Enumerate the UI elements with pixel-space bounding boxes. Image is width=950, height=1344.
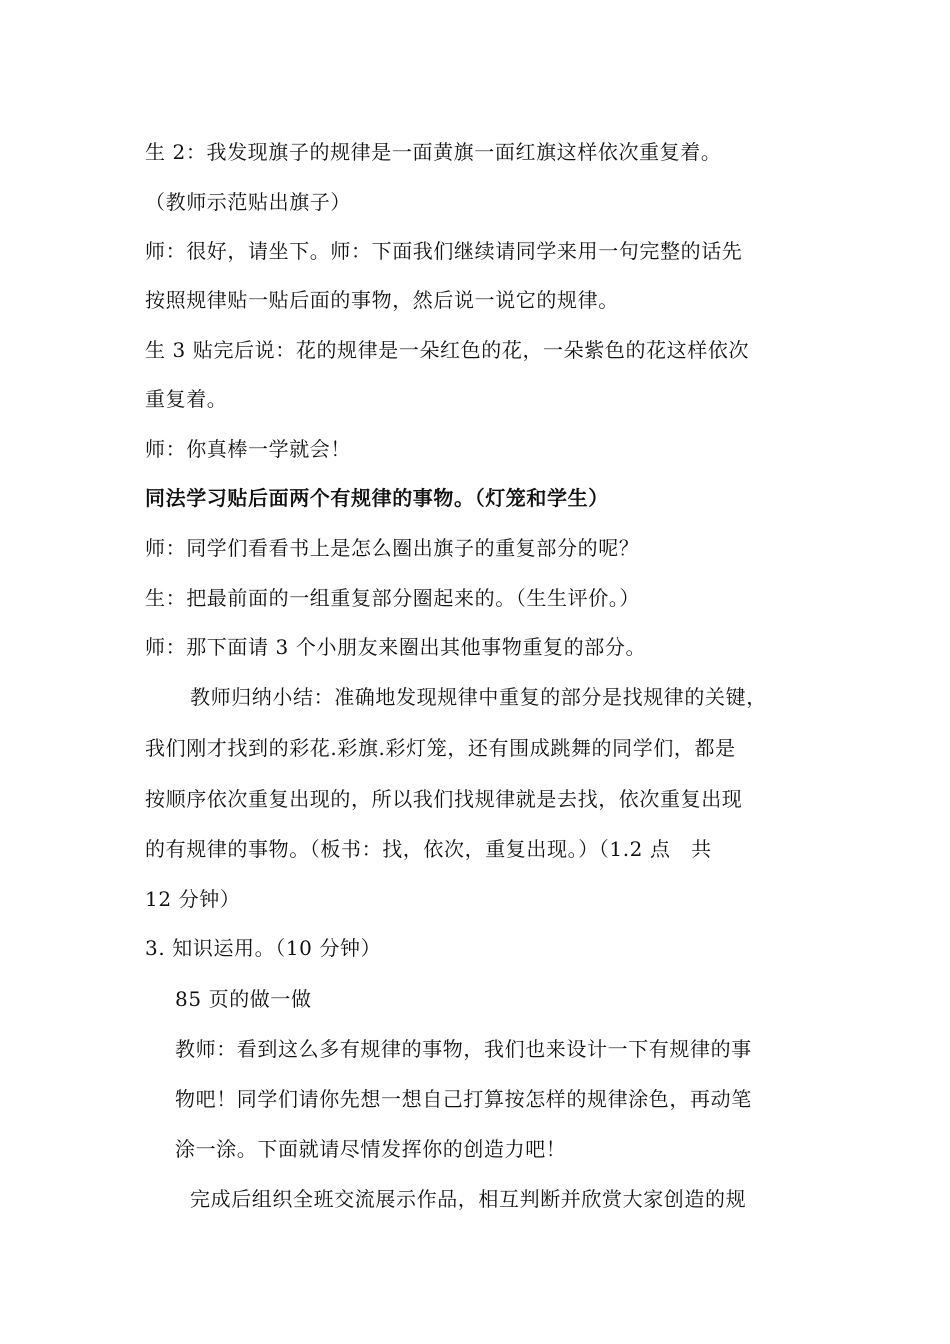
paragraph-line: 生：把最前面的一组重复部分圈起来的。（生生评价。） [145,586,640,610]
paragraph-line: 教师：看到这么多有规律的事物，我们也来设计一下有规律的事 [175,1037,752,1061]
paragraph-line: 生 3 贴完后说：花的规律是一朵红色的花，一朵紫色的花这样依次 [145,338,750,362]
paragraph-line: 生 2：我发现旗子的规律是一面黄旗一面红旗这样依次重复着。 [145,140,722,164]
paragraph-line: 师：很好，请坐下。师：下面我们继续请同学来用一句完整的话先 [145,239,743,263]
paragraph-line: 的有规律的事物。（板书：找，依次，重复出现。）（1.2 点 共 [145,837,712,861]
section-heading-line: 3. 知识运用。（10 分钟） [145,936,382,960]
bold-heading-line: 同法学习贴后面两个有规律的事物。（灯笼和学生） [145,486,609,510]
paragraph-line: 师：同学们看看书上是怎么圈出旗子的重复部分的呢？ [145,536,640,560]
paragraph-line: 按顺序依次重复出现的，所以我们找规律就是去找，依次重复出现 [145,787,743,811]
paragraph-line: 按照规律贴一贴后面的事物，然后说一说它的规律。 [145,288,619,312]
paragraph-line: 物吧！同学们请你先想一想自己打算按怎样的规律涂色，再动笔 [175,1087,752,1111]
paragraph-line: 涂一涂。下面就请尽情发挥你的创造力吧！ [175,1137,567,1161]
paragraph-line: 我们刚才找到的彩花.彩旗.彩灯笼，还有围成跳舞的同学们，都是 [145,736,736,760]
paragraph-line: （教师示范贴出旗子） [145,190,351,214]
paragraph-line: 12 分钟） [145,887,241,911]
paragraph-line: 完成后组织全班交流展示作品，相互判断并欣赏大家创造的规 [190,1187,747,1211]
paragraph-line: 师：那下面请 3 个小朋友来圈出其他事物重复的部分。 [145,635,647,659]
paragraph-line: 师：你真棒一学就会！ [145,437,351,461]
paragraph-line: 重复着。 [145,387,228,411]
paragraph-line: 教师归纳小结：准确地发现规律中重复的部分是找规律的关键， [190,685,767,709]
paragraph-line: 85 页的做一做 [175,987,312,1011]
